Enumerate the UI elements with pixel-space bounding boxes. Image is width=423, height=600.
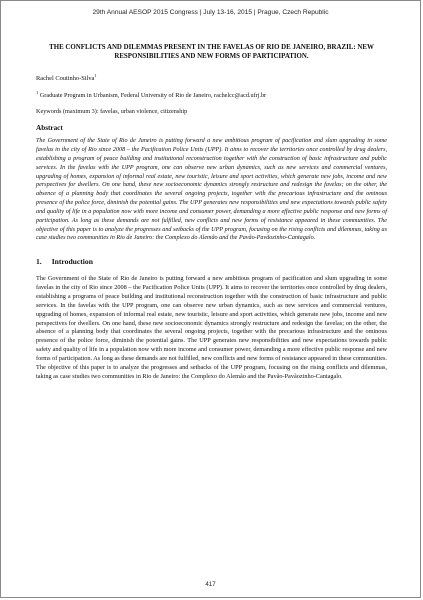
page-content — [36, 43, 387, 381]
author-line — [36, 73, 387, 82]
affiliation-line — [36, 90, 387, 99]
section-heading-introduction — [36, 257, 387, 266]
affiliation-superscript: 1 — [36, 90, 39, 96]
author-name: Rachel Coutinho-Silva — [36, 75, 95, 83]
section-title: Introduction — [51, 257, 93, 267]
keywords-line: Keywords (maximum 3): favelas, urban violence, citizenship — [36, 108, 188, 116]
running-header: 29th Annual AESOP 2015 Congress | July 13-16, 2015 | Prague, Czech Republic — [92, 9, 329, 16]
section-number: 1. — [36, 257, 42, 267]
introduction-body: The Government of the State of Rio de Janeiro is putting forward a new ambitious program of pacification and slum upgrading in some favelas in the city of Rio since 2008 – the Pacification Police Units (UPP). It aims to recover the territories once controlled by drug dealers, establishing a programs of peace building and institutional reconstruction together with the construction of basic infrastructure and public services. In the favelas with the UPP program, one can observe new urban dynamics, such as new services and commercial ventures, upgrading of homes, expansion of informal real estate, new touristic, leisure and sport activities, which generate new jobs, income and new perspectives for dwellers. On one hand, these new socioeconomic dynamics strongly restructure and redesign the favelas; on the other, the absence of a planning body that coordinates the several ongoing projects, together with the precarious infrastructure and the ominous presence of the police force, diminish the potential gains. The UPP generates new responsibilities and new expectations towards public safety and quality of life in a population now with more income and consumer power, demanding a more effective public response and new forms of participation. As long as these demands are not fulfilled, new conflicts and new forms of resistance appeared in these communities. The objective of this paper is to analyze the progresses and setbacks of the UPP program, focusing on the rising conflicts and dilemmas, taking as case studies two communities in Rio de Janeiro: the Complexo do Alemão and the Pavão-Pavãozinho-Cantagalo. — [36, 275, 387, 380]
author-superscript: 1 — [94, 73, 97, 78]
abstract-text: The Government of the State of Rio de Janeiro is putting forward a new ambitious program of pacification and slum upgrading in some favelas in the city of Rio since 2008 – the Pacification Police Units (UPP). It aims to recover the territories once controlled by drug dealers, establishing a program of peace building and institutional reconstruction together with the construction of basic infrastructure and public services. In the favelas with the UPP program, one can observe new urban dynamics, such as new services and commercial ventures, upgrading of homes, expansion of informal real estate, new touristic, leisure and sport activities, which generate new jobs, income and new perspectives for dwellers. On one hand, these new socioeconomic dynamics strongly restructure and redesign the favelas; on the other, the absence of a planning body that coordinates the several ongoing projects, together with the precarious infrastructure and the ominous presence of the police force, diminish the potential gains. The UPP generates new responsibilities and new expectations towards public safety and quality of life in a population now with more income and consumer power, demanding a more effective public response and new forms of participation. As long as these demands are not fulfilled, new conflicts and new forms of resistance appeared in these communities. The objective of this paper is to analyze the progresses and setbacks of the UPP program, focusing on the rising conflicts and dilemmas, taking as case studies two communities in Rio de Janeiro: the Complexo do Alemão and the Pavão-Pavãozinho-Cantagalo. — [36, 138, 387, 242]
abstract-heading: Abstract — [36, 124, 63, 133]
paper-title: THE CONFLICTS AND DILEMMAS PRESENT IN THE FAVELAS OF RIO DE JANEIRO, BRAZIL: NEW RESPONSIBILITIES AND NEW FORMS OF PARTICIPATION. — [49, 44, 374, 60]
page-number: 417 — [205, 581, 216, 588]
affiliation-text: Graduate Program in Urbanism, Federal University of Rio de Janeiro, rachelcc@acd.ufrj.br — [39, 92, 267, 100]
